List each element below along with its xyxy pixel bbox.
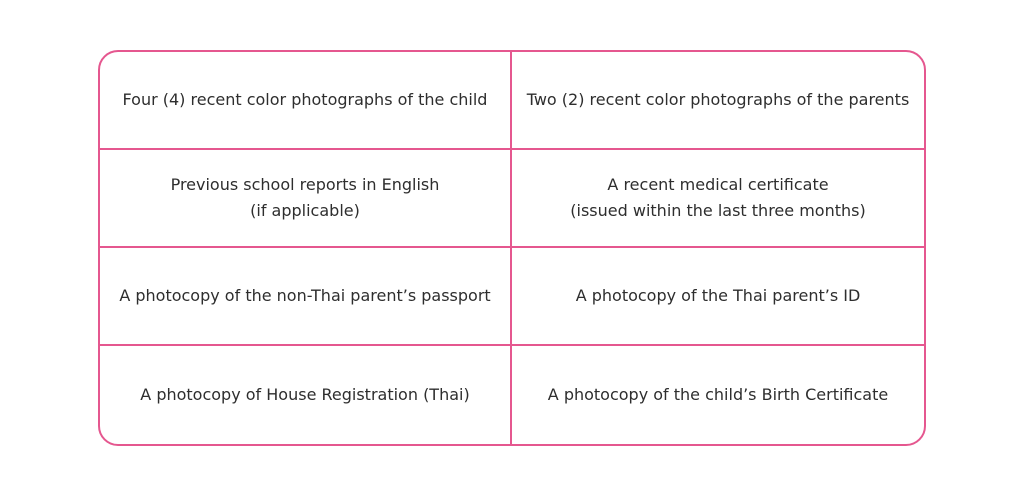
table-cell-birth-certificate: A photocopy of the child’s Birth Certificate <box>547 385 889 404</box>
table-cell-medical-certificate: A recent medical certificate (issued within the last three months) <box>512 150 924 248</box>
table-cell-house-registration: A photocopy of House Registration (Thai) <box>100 346 512 444</box>
table-cell-parent-photos: Two (2) recent color photographs of the parents <box>512 52 924 150</box>
table-cell-child-photos: Four (4) recent color photographs of the child <box>100 52 512 150</box>
requirements-table <box>98 50 926 446</box>
table-cell-thai-id-copy: A photocopy of the Thai parent’s ID <box>512 248 924 346</box>
table-cell-passport-copy: A photocopy of the non-Thai parent’s passport <box>100 248 512 346</box>
table-cell-school-reports: Previous school reports in English (if applicable) <box>100 150 512 248</box>
